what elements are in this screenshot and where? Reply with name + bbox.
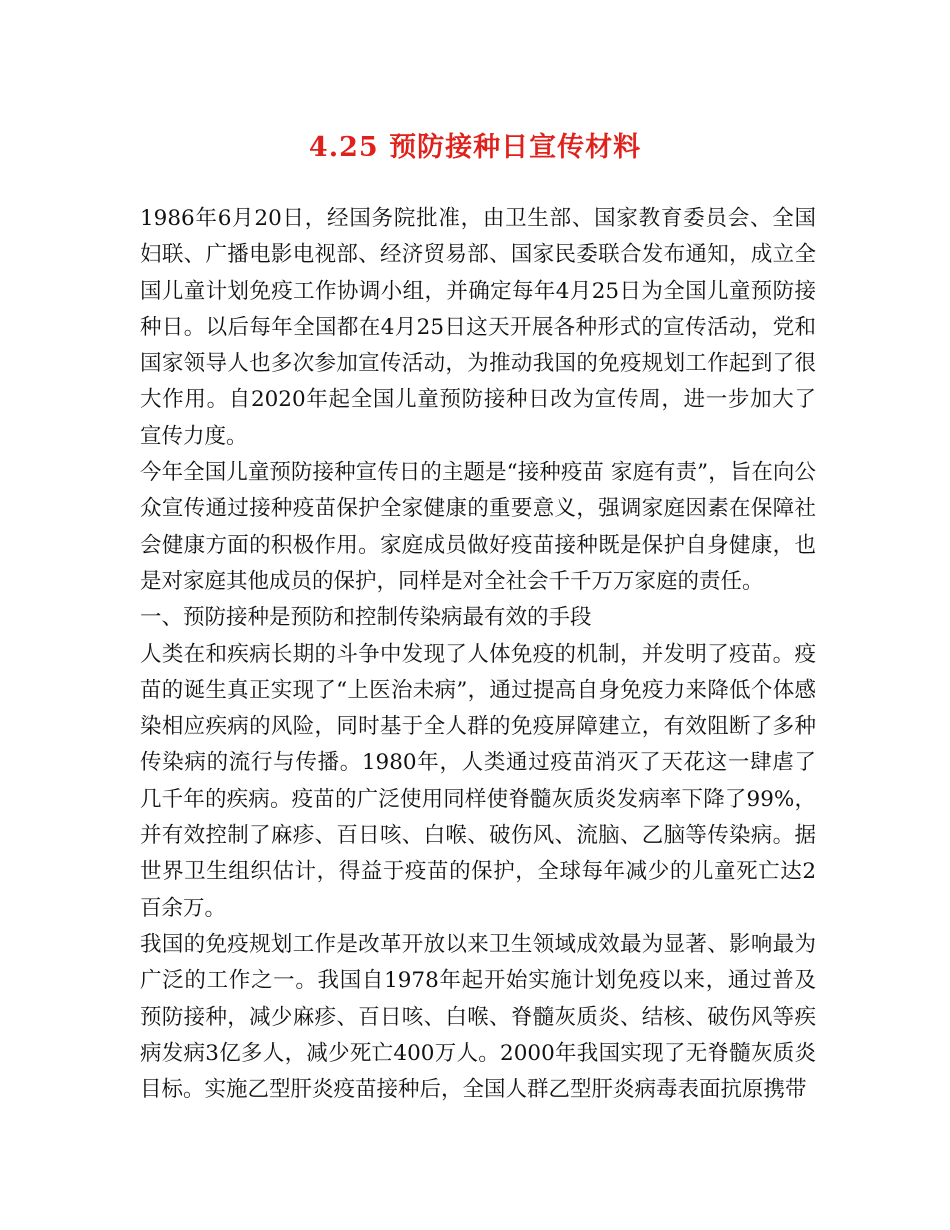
paragraph-vaccine-history: 人类在和疾病长期的斗争中发现了人体免疫的机制，并发明了疫苗。疫苗的诞生真正实现了“上医治未病”，通过提高自身免疫力来降低个体感染相应疾病的风险，同时基于全人群的免疫屏障建立，有效阻断了多种传染病的流行与传播。1980年，人类通过疫苗消灭了天花这一肆虐了几千年的疾病。疫苗的广泛使用同样使脊髓灰质炎发病率下降了99%，并有效控制了麻疹、百日咳、白喉、破伤风、流脑、乙脑等传染病。据世界卫生组织估计，得益于疫苗的保护，全球每年减少的儿童死亡达2百余万。 <box>140 641 816 921</box>
document-title: 4.25 预防接种日宣传材料 <box>308 132 642 163</box>
paragraph-theme: 今年全国儿童预防接种宣传日的主题是“接种疫苗 家庭有责”，旨在向公众宣传通过接种疫苗保护全家健康的重要意义，强调家庭因素在保障社会健康方面的积极作用。家庭成员做好疫苗接种既是保护自身健康，也是对家庭其他成员的保护，同样是对全社会千千万万家庭的责任。 <box>140 460 816 594</box>
section-heading-1: 一、预防接种是预防和控制传染病最有效的手段 <box>140 605 592 631</box>
document-body <box>140 201 816 1108</box>
paragraph-history: 1986年6月20日，经国务院批准，由卫生部、国家教育委员会、全国妇联、广播电影电视部、经济贸易部、国家民委联合发布通知，成立全国儿童计划免疫工作协调小组，并确定每年4月25日为全国儿童预防接种日。以后每年全国都在4月25日这天开展各种形式的宣传活动，党和国家领导人也多次参加宣传活动，为推动我国的免疫规划工作起到了很大作用。自2020年起全国儿童预防接种日改为宣传周，进一步加大了宣传力度。 <box>140 206 816 449</box>
paragraph-china-immunization: 我国的免疫规划工作是改革开放以来卫生领域成效最为显著、影响最为广泛的工作之一。我国自1978年起开始实施计划免疫以来，通过普及预防接种，减少麻疹、百日咳、白喉、脊髓灰质炎、结核、破伤风等疾病发病3亿多人，减少死亡400万人。2000年我国实现了无脊髓灰质炎目标。实施乙型肝炎疫苗接种后，全国人群乙型肝炎病毒表面抗原携带 <box>140 931 816 1103</box>
